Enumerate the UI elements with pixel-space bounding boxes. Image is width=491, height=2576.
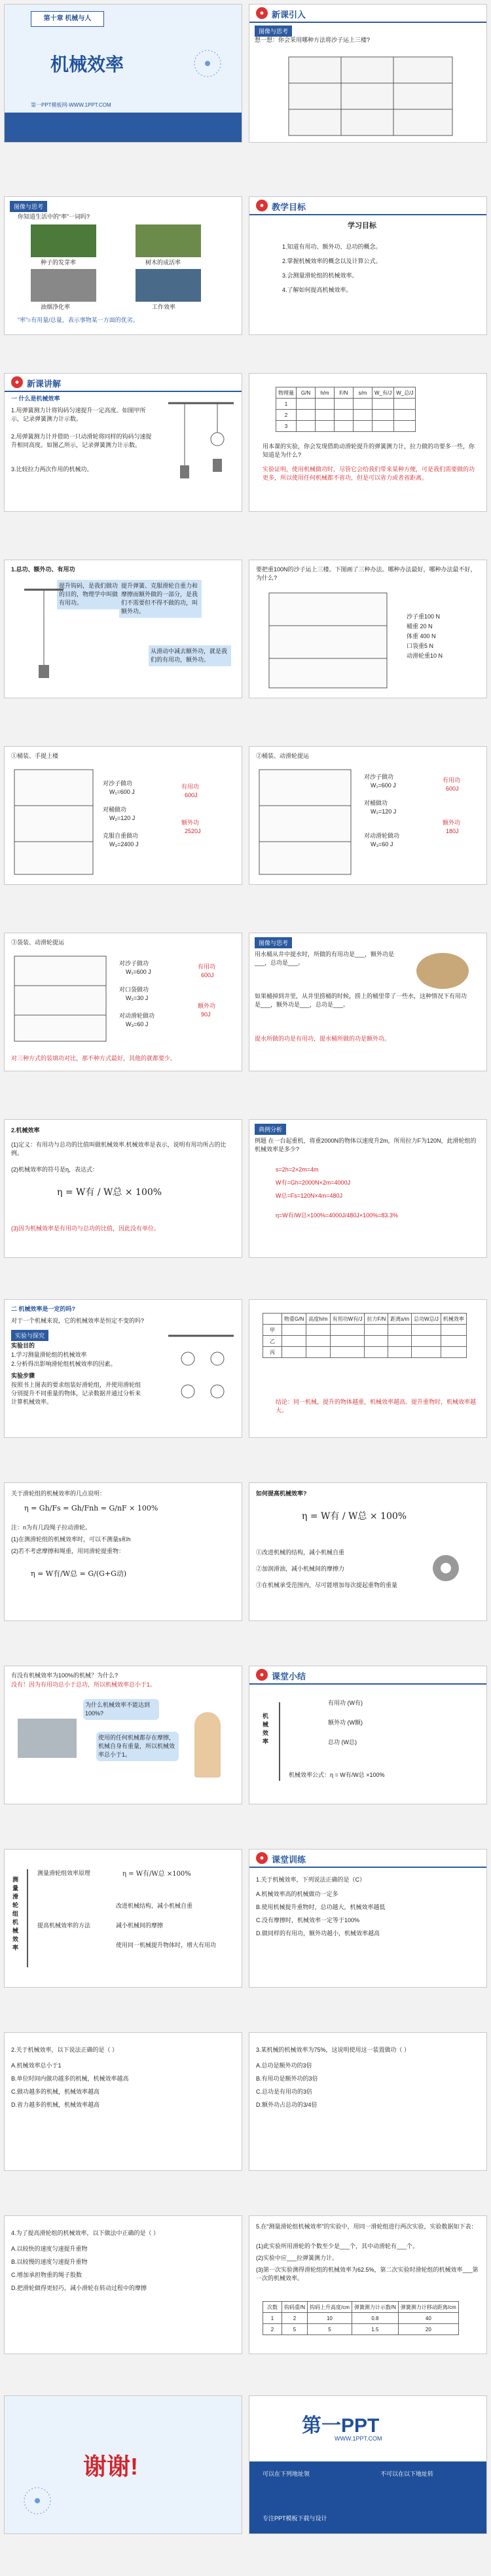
slide-heading: 课堂小结 — [272, 1672, 306, 1681]
work-value: W₁=600 J — [109, 789, 135, 795]
question-text: 例题 在一台起重机，将重2000N的物体以速度升2m，所用拉力F为120N，此滑轮组的机械效率是多少? — [255, 1137, 477, 1153]
tag-label: 典例分析 — [255, 1124, 286, 1135]
mindmap-node: 总功 (W总) — [328, 1739, 357, 1745]
work-value: W₃=60 J — [126, 1021, 149, 1028]
slide-header — [249, 1850, 486, 1868]
table-cell: 乙 — [263, 1336, 282, 1347]
work-value: W₂=120 J — [371, 808, 397, 815]
method-item: ③在机械承受范围内，尽可能增加每次提起重物的重量 — [256, 1582, 398, 1588]
mindmap-line — [27, 1869, 28, 1967]
header-badge-icon: ● — [256, 1852, 268, 1864]
dandelion-icon — [188, 44, 227, 83]
slide-example — [249, 1119, 487, 1258]
extra-value: 2520J — [185, 828, 201, 834]
note-text: 对三种方式的装填功对比，那不种方式最好，其他的就都要少。 — [11, 1055, 177, 1062]
step-text: 1.用弹簧测力计将钩码匀速提升一定高度。如图甲所示，记录弹簧测力计示数。 — [11, 407, 146, 422]
note-text: “率”=有用量/总量，表示事物某一方面的优劣。 — [18, 317, 139, 323]
bucket-image — [416, 953, 469, 989]
data-table — [263, 2301, 459, 2335]
pulley-illustration — [24, 586, 64, 685]
data-table — [263, 1313, 467, 1358]
question-text: 要把重100N的沙子运上三楼。下图画了三种办法。哪种办法最好，哪种办法最不好，为什么? — [256, 566, 477, 581]
slide-header — [5, 374, 242, 392]
question-text: 3.某机械的机械效率为75%，这说明使用这一装置做功（ ） — [256, 2047, 410, 2053]
work-label: 对沙子做功 — [119, 960, 149, 967]
table-cell: 1 — [263, 2313, 282, 2324]
question-text: 你知道生活中的“率”一词吗? — [18, 213, 90, 220]
step-heading: 实验步骤 — [11, 1372, 35, 1379]
table-header: s/m — [354, 387, 373, 399]
solution-line: η=W有/W总×100%=4000J/480J×100%=83.3% — [276, 1212, 398, 1219]
note-text: (2)若不考虑摩擦和绳重，用同滑轮提重物： — [11, 1548, 125, 1554]
question-text: 用水桶从井中提水时，所做的有用功是___，额外功是___，总功是___。 — [255, 951, 395, 966]
table-header: W_有/J — [373, 387, 394, 399]
efficiency-formula: η = W有 / W总 × 100% — [57, 1187, 162, 1198]
slide-method-3 — [4, 933, 242, 1071]
answer-text: 没有！因为有用功总小于总功，所以机械效率总小于1。 — [11, 1681, 156, 1688]
goal-item: 3.会测量滑轮组的机械效率。 — [282, 272, 358, 279]
table-cell: 40 — [398, 2313, 458, 2324]
note-text: 用本课的实验，你会发现借助动滑轮提升的弹簧测力计，拉力做的功要多一些，你知道是为什么? — [263, 443, 475, 458]
lesson-title: 机械效率 — [50, 54, 124, 75]
work-label: 对沙子做功 — [103, 780, 133, 787]
conclusion-text: 实验证明，使用机械做功时，尽管它会给我们带来某种方便，可是我们需要做的功更多，所以使用任何机械都不省功，但是可以省力或者省距离。 — [263, 466, 475, 481]
building-illustration — [276, 50, 465, 139]
slide-practice-3 — [249, 2032, 487, 2171]
option-a[interactable]: A.总功是额外功的3倍 — [256, 2062, 312, 2069]
table-cell: 2 — [263, 2324, 282, 2335]
efficiency-formula-2: η = W有/W总 = G/(G+G动) — [31, 1569, 127, 1578]
bubble-useful: 提升钩码，是我们做功的目的，物理学中叫做有用功。 — [57, 580, 120, 609]
building-illustration — [263, 586, 393, 691]
building-illustration — [11, 953, 109, 1045]
work-value: W₃=2400 J — [109, 841, 139, 848]
useful-value: 600J — [201, 972, 214, 978]
brand-url: WWW.1PPT.COM — [335, 2435, 382, 2442]
solution-line: W总=Fs=120N×4m=480J — [276, 1192, 343, 1199]
table-cell: 0.8 — [352, 2313, 398, 2324]
table-header: 有用功W有/J — [330, 1314, 365, 1325]
item-label: 树木的成活率 — [145, 259, 181, 266]
mindmap-leaf: 改进机械结构，减小机械自重 — [116, 1903, 193, 1909]
title-band — [5, 113, 242, 143]
option-d[interactable]: D.额外功占总功的3/4倍 — [256, 2102, 318, 2108]
table-cell: 3 — [276, 421, 297, 432]
table-cell: 1.5 — [352, 2324, 398, 2335]
question-text: 如果桶掉到井里，从井里捞桶的时候，捞上的桶里带了一些水，这种情况下有用功是___，额外功是___，总功是___。 — [255, 993, 467, 1008]
goal-item: 1.知道有用功、额外功、总功的概念。 — [282, 243, 382, 250]
bubble-extra: 提升弹簧、克服滑轮自重力和摩擦而额外做的一部分，是我们不需要但不得不做的功，叫额外功。 — [119, 580, 202, 618]
option-d[interactable]: D.把滑轮做得更轻巧，减小滑轮在转动过程中的摩擦 — [11, 2285, 147, 2291]
brand-note: 专注PPT模板下载与设计 — [263, 2515, 327, 2522]
option-c[interactable]: C.总功是有用功的3倍 — [256, 2088, 313, 2095]
mindmap-node: 提高机械效率的方法 — [37, 1922, 91, 1929]
slide-sand — [249, 560, 487, 698]
table-header: 钩码重/N — [282, 2302, 308, 2313]
slide-brand — [249, 2395, 487, 2534]
slide-measure-summary — [4, 1849, 242, 1988]
sub-question: (2)实验中应___拉弹簧测力计。 — [256, 2255, 338, 2261]
work-label: 对桶做功 — [103, 806, 127, 813]
slide-method-1 — [4, 746, 242, 885]
slide-summary — [249, 1666, 487, 1804]
table-header: 总功W总/J — [412, 1314, 441, 1325]
section-title: 二 机械效率是一定的吗? — [11, 1306, 75, 1312]
conclusion-text: 结论：同一机械，提升的物体越重，机械效率越高。提升重物时，机械效率越大。 — [276, 1399, 477, 1414]
student-image — [194, 1712, 221, 1778]
tree-image — [136, 224, 201, 257]
slide-header — [249, 1666, 486, 1685]
mindmap-line — [279, 1702, 280, 1781]
slide-title — [4, 4, 242, 143]
mindmap-leaf: 使用同一机械提升物体时，增大有用功 — [116, 1942, 217, 1948]
weight-label: 桶重 20 N — [407, 623, 433, 630]
slide-well — [249, 933, 487, 1071]
efficiency-formula: η = Gh/Fs = Gh/Fnh = G/nF × 100% — [24, 1504, 158, 1512]
conveyor-image — [18, 1719, 77, 1758]
slide-thanks — [4, 2395, 242, 2534]
question-text: 想一想：你会采用哪种方法将沙子运上三楼? — [255, 37, 371, 43]
question-text: 有没有机械效率为100%的机械？为什么? — [11, 1672, 118, 1679]
useful-label: 有用功 — [443, 777, 461, 783]
option-b[interactable]: B.有用功是额外功的3倍 — [256, 2075, 318, 2082]
mindmap-root: 测量滑轮组机械效率 — [12, 1876, 19, 1951]
slide-heading: 新课讲解 — [27, 379, 62, 389]
item-label: 种子的发芽率 — [41, 259, 77, 266]
option-d[interactable]: D.做同样的有用功，额外功越小，机械效率越高 — [256, 1930, 380, 1937]
data-table — [276, 387, 416, 432]
tag-label: 图像与思考 — [255, 937, 292, 948]
table-header: F/N — [335, 387, 354, 399]
question-text: 对于一个机械来说，它的机械效率是恒定不变的吗? — [11, 1317, 145, 1324]
work-label: 对口袋做功 — [119, 986, 149, 993]
option-a[interactable]: A.机械效率总小于1 — [11, 2062, 62, 2069]
weight-label: 口袋重5 N — [407, 643, 434, 649]
question-text: 2.关于机械效率，以下说法正确的是（ ） — [11, 2047, 118, 2053]
option-d[interactable]: D.省力越多的机械，机械效率越高 — [11, 2102, 100, 2108]
table-cell: 5 — [308, 2324, 352, 2335]
sub-question: (1)此实验所用滑轮的个数至少是___个，其中动滑轮有___个。 — [256, 2243, 419, 2249]
extra-label: 额外功 — [181, 819, 200, 826]
work-label: 对动滑轮做功 — [119, 1012, 155, 1019]
brand-note: 不可以在以下地址转 — [380, 2471, 434, 2477]
work-value: W₁=600 J — [126, 969, 151, 975]
table-header: 次数 — [263, 2302, 282, 2313]
table-cell: 20 — [398, 2324, 458, 2335]
slide-experiment — [4, 1299, 242, 1438]
dandelion-icon — [18, 2481, 57, 2520]
seed-image — [31, 224, 96, 257]
table-cell: 1 — [276, 399, 297, 410]
pulley-illustration — [168, 1333, 234, 1431]
goal-item: 4.了解如何提高机械效率。 — [282, 287, 352, 293]
definition-text: (1)定义：有用功与总功的比值叫做机械效率.机械效率是表示，说明有用功所占的比例。 — [11, 1141, 227, 1156]
tag-label: 图像与思考 — [10, 201, 47, 212]
method-title: ①桶装、手提上楼 — [11, 753, 59, 759]
slide-lecture — [4, 373, 242, 512]
option-b[interactable]: B.使用机械提升重物时，总功越大，机械效率越低 — [256, 1904, 386, 1910]
section-title: 一 什么是机械效率 — [11, 395, 60, 402]
useful-value: 600J — [446, 785, 459, 792]
brand-note: 可以在下列地址领 — [263, 2471, 310, 2477]
useful-value: 600J — [185, 792, 198, 798]
slide-rate — [4, 196, 242, 335]
table-header: 机械效率 — [441, 1314, 466, 1325]
header-badge-icon: ● — [11, 376, 23, 388]
gear-icon — [426, 1548, 465, 1588]
extra-value: 90J — [201, 1011, 211, 1018]
pulley-illustration — [168, 400, 234, 498]
table-header: 物理量 — [276, 387, 297, 399]
heading-text: 关于滑轮组的机械效率的几点说明： — [11, 1490, 106, 1497]
goal-item: 2.掌握机械效率的概念以及计算公式。 — [282, 258, 382, 264]
table-header: h/m — [316, 387, 335, 399]
weight-label: 动滑轮重10 N — [407, 653, 443, 659]
question-text: 如何提高机械效率? — [256, 1490, 307, 1497]
table-cell: 5 — [282, 2324, 308, 2335]
slide-table — [249, 373, 487, 512]
table-cell: 甲 — [263, 1325, 282, 1336]
slide-practice-1 — [249, 1849, 487, 1988]
building-illustration — [256, 766, 354, 878]
extra-label: 额外功 — [443, 819, 461, 826]
slide-efficiency-def — [4, 1119, 242, 1258]
bubble-answer: 使用的任何机械都存在摩擦，机械自身有重量，所以机械效率总小于1。 — [96, 1732, 179, 1761]
item-label: 工作效率 — [152, 304, 176, 310]
answer-text: 提水所做的功是有用功，提水桶所做的功是额外功。 — [255, 1035, 391, 1042]
work-label: 对沙子做功 — [364, 774, 394, 780]
useful-label: 有用功 — [181, 783, 200, 790]
extra-value: 180J — [446, 828, 459, 834]
useful-label: 有用功 — [198, 963, 216, 970]
item-label: 油烟净化率 — [41, 304, 71, 310]
option-a[interactable]: A.以较快的速度匀速提升重物 — [11, 2245, 88, 2252]
note-text: 注：n为有几段绳子拉动滑轮。 — [11, 1524, 92, 1531]
work-value: W₂=30 J — [126, 995, 149, 1001]
slide-work-types — [4, 560, 242, 698]
work-label: 对动滑轮做功 — [364, 832, 400, 839]
mindmap-node: 机械效率公式：η = W有/W总 ×100% — [289, 1772, 385, 1778]
symbol-text: (2)机械效率的符号是η，表达式： — [11, 1166, 99, 1173]
weight-label: 沙子重100 N — [407, 613, 441, 620]
table-header: 物重G/N — [282, 1314, 306, 1325]
header-badge-icon: ● — [256, 1669, 268, 1681]
chapter-label: 第十章 机械与人 — [31, 11, 104, 27]
slide-header — [249, 197, 486, 215]
solution-line: W有=Gh=2000N×2m=4000J — [276, 1179, 351, 1186]
header-badge-icon: ● — [256, 7, 268, 19]
tag-label: 实验与探究 — [11, 1330, 48, 1341]
smoke-image — [31, 269, 96, 302]
extra-label: 额外功 — [198, 1003, 216, 1009]
unit-note: (3)因为机械效率是有用功与总功的比值，因此没有单位。 — [11, 1225, 160, 1232]
weight-label: 体重 400 N — [407, 633, 436, 639]
slide-intro — [249, 4, 487, 143]
option-b[interactable]: B.单位时间内做功越多的机械，机械效率越高 — [11, 2075, 129, 2082]
work-value: W₂=120 J — [109, 815, 136, 821]
method-title: ③袋装、动滑轮提运 — [11, 939, 65, 946]
table-header: 拉力F/N — [365, 1314, 388, 1325]
table-header: W_总/J — [394, 387, 416, 399]
mindmap-root: 机械效率 — [263, 1713, 269, 1745]
mindmap-node: 额外功 (W额) — [328, 1719, 363, 1726]
bubble-question: 为什么机械效率不能达到100%? — [83, 1699, 159, 1720]
efficiency-formula: η = W有/W总 ×100% — [122, 1870, 191, 1878]
slide-practice-4 — [4, 2215, 242, 2354]
sub-question: (3)第一次实验测得滑轮组的机械效率为62.5%，第二次实验时滑轮组的机械效率___第一次的机械效率。 — [256, 2266, 479, 2281]
work-value: W₁=600 J — [371, 782, 396, 789]
step-text: 按照书上图表的要求组装好滑轮组，并使用滑轮组分别提升不同重量的物体，记录数据并通过分析来计算机械效率。 — [11, 1382, 141, 1405]
option-c[interactable]: C.没有摩擦时，机械效率一定等于100% — [256, 1917, 360, 1923]
option-c[interactable]: C.增加承担物重的绳子股数 — [11, 2272, 82, 2278]
step-text: 2.用弹簧测力计并借助一只动滑轮将同样的钩码匀速提升相同高度。如图乙所示，记录弹簧测力计示数。 — [11, 433, 152, 448]
note-text: (1)在测滑轮组的机械效率时，可以不测量s和h — [11, 1536, 131, 1543]
table-header: 高度h/m — [306, 1314, 330, 1325]
table-cell: 2 — [276, 410, 297, 421]
table-header: 弹簧测力计移动距离/cm — [398, 2302, 458, 2313]
bubble-total: 从滑动中减去额外功，就是我们的有用功，额外功。 — [149, 645, 231, 666]
slide-practice-2 — [4, 2032, 242, 2171]
section-heading: 1.总功、额外功、有用功 — [11, 566, 75, 573]
mindmap-node: 有用功 (W有) — [328, 1700, 363, 1706]
slide-heading: 新课引入 — [272, 10, 306, 20]
slide-goals — [249, 196, 487, 335]
work-image — [136, 269, 201, 302]
option-a[interactable]: A.机械效率高的机械做功一定多 — [256, 1891, 338, 1897]
table-cell: 10 — [308, 2313, 352, 2324]
slide-practice-5 — [249, 2215, 487, 2354]
step-text: 3.比较拉力两次作用的机械功。 — [11, 466, 93, 473]
method-item: ①改进机械的结构，减小机械自重 — [256, 1549, 345, 1556]
mindmap-node: 测量滑轮组效率原理 — [37, 1870, 91, 1876]
brand-logo: 第一PPT — [302, 2415, 380, 2437]
goal-item: 2.分析得出影响滑轮组机械效率的因素。 — [11, 1361, 117, 1367]
method-item: ②加润滑油，减小机械间的摩擦力 — [256, 1565, 345, 1572]
sub-heading: 学习目标 — [348, 222, 376, 230]
option-c[interactable]: C.做功越多的机械，机械效率越高 — [11, 2088, 100, 2095]
table-cell: 2 — [282, 2313, 308, 2324]
footer-text: 第一PPT模板网-WWW.1PPT.COM — [31, 102, 111, 108]
slide-heading: 课堂训练 — [272, 1855, 306, 1865]
slide-experiment-table — [249, 1299, 487, 1438]
table-header: 钩码上升高度/cm — [308, 2302, 352, 2313]
table-header: G/N — [297, 387, 316, 399]
goal-item: 1.学习测量滑轮组的机械效率 — [11, 1351, 87, 1358]
goal-heading: 实验目的 — [11, 1342, 35, 1349]
table-header: 距离s/m — [388, 1314, 412, 1325]
slide-100-percent — [4, 1666, 242, 1804]
section-heading: 2.机械效率 — [11, 1127, 40, 1134]
table-cell: 丙 — [263, 1347, 282, 1358]
work-value: W₃=60 J — [371, 841, 393, 848]
solution-line: s=2h=2×2m=4m — [276, 1166, 319, 1173]
question-text: 5.在“测量滑轮组机械效率”的实验中，用同一滑轮组进行两次实验，实验数据如下表： — [256, 2223, 477, 2230]
question-text: 4.为了提高滑轮组的机械效率，以下做法中正确的是（ ） — [11, 2230, 160, 2236]
tag-label: 图像与思考 — [255, 26, 292, 37]
slide-heading: 教学目标 — [272, 202, 306, 212]
slide-improve — [249, 1482, 487, 1621]
mindmap-leaf: 减小机械间的摩擦 — [116, 1922, 164, 1929]
work-label: 对桶做功 — [364, 800, 388, 806]
slide-method-2 — [249, 746, 487, 885]
method-title: ②桶装、动滑轮提运 — [256, 753, 310, 759]
stairs-illustration — [11, 766, 96, 878]
work-label: 克服自重做功 — [103, 832, 139, 839]
slide-header — [249, 5, 486, 23]
table-header: 弹簧测力计示数/N — [352, 2302, 398, 2313]
header-badge-icon: ● — [256, 200, 268, 211]
option-b[interactable]: B.以较慢的速度匀速提升重物 — [11, 2259, 88, 2265]
thanks-text: 谢谢! — [83, 2453, 138, 2480]
slide-formula-notes — [4, 1482, 242, 1621]
efficiency-formula: η = W有 / W总 × 100% — [302, 1511, 407, 1522]
question-text: 1.关于机械效率，下列说法正确的是（C） — [256, 1876, 366, 1883]
